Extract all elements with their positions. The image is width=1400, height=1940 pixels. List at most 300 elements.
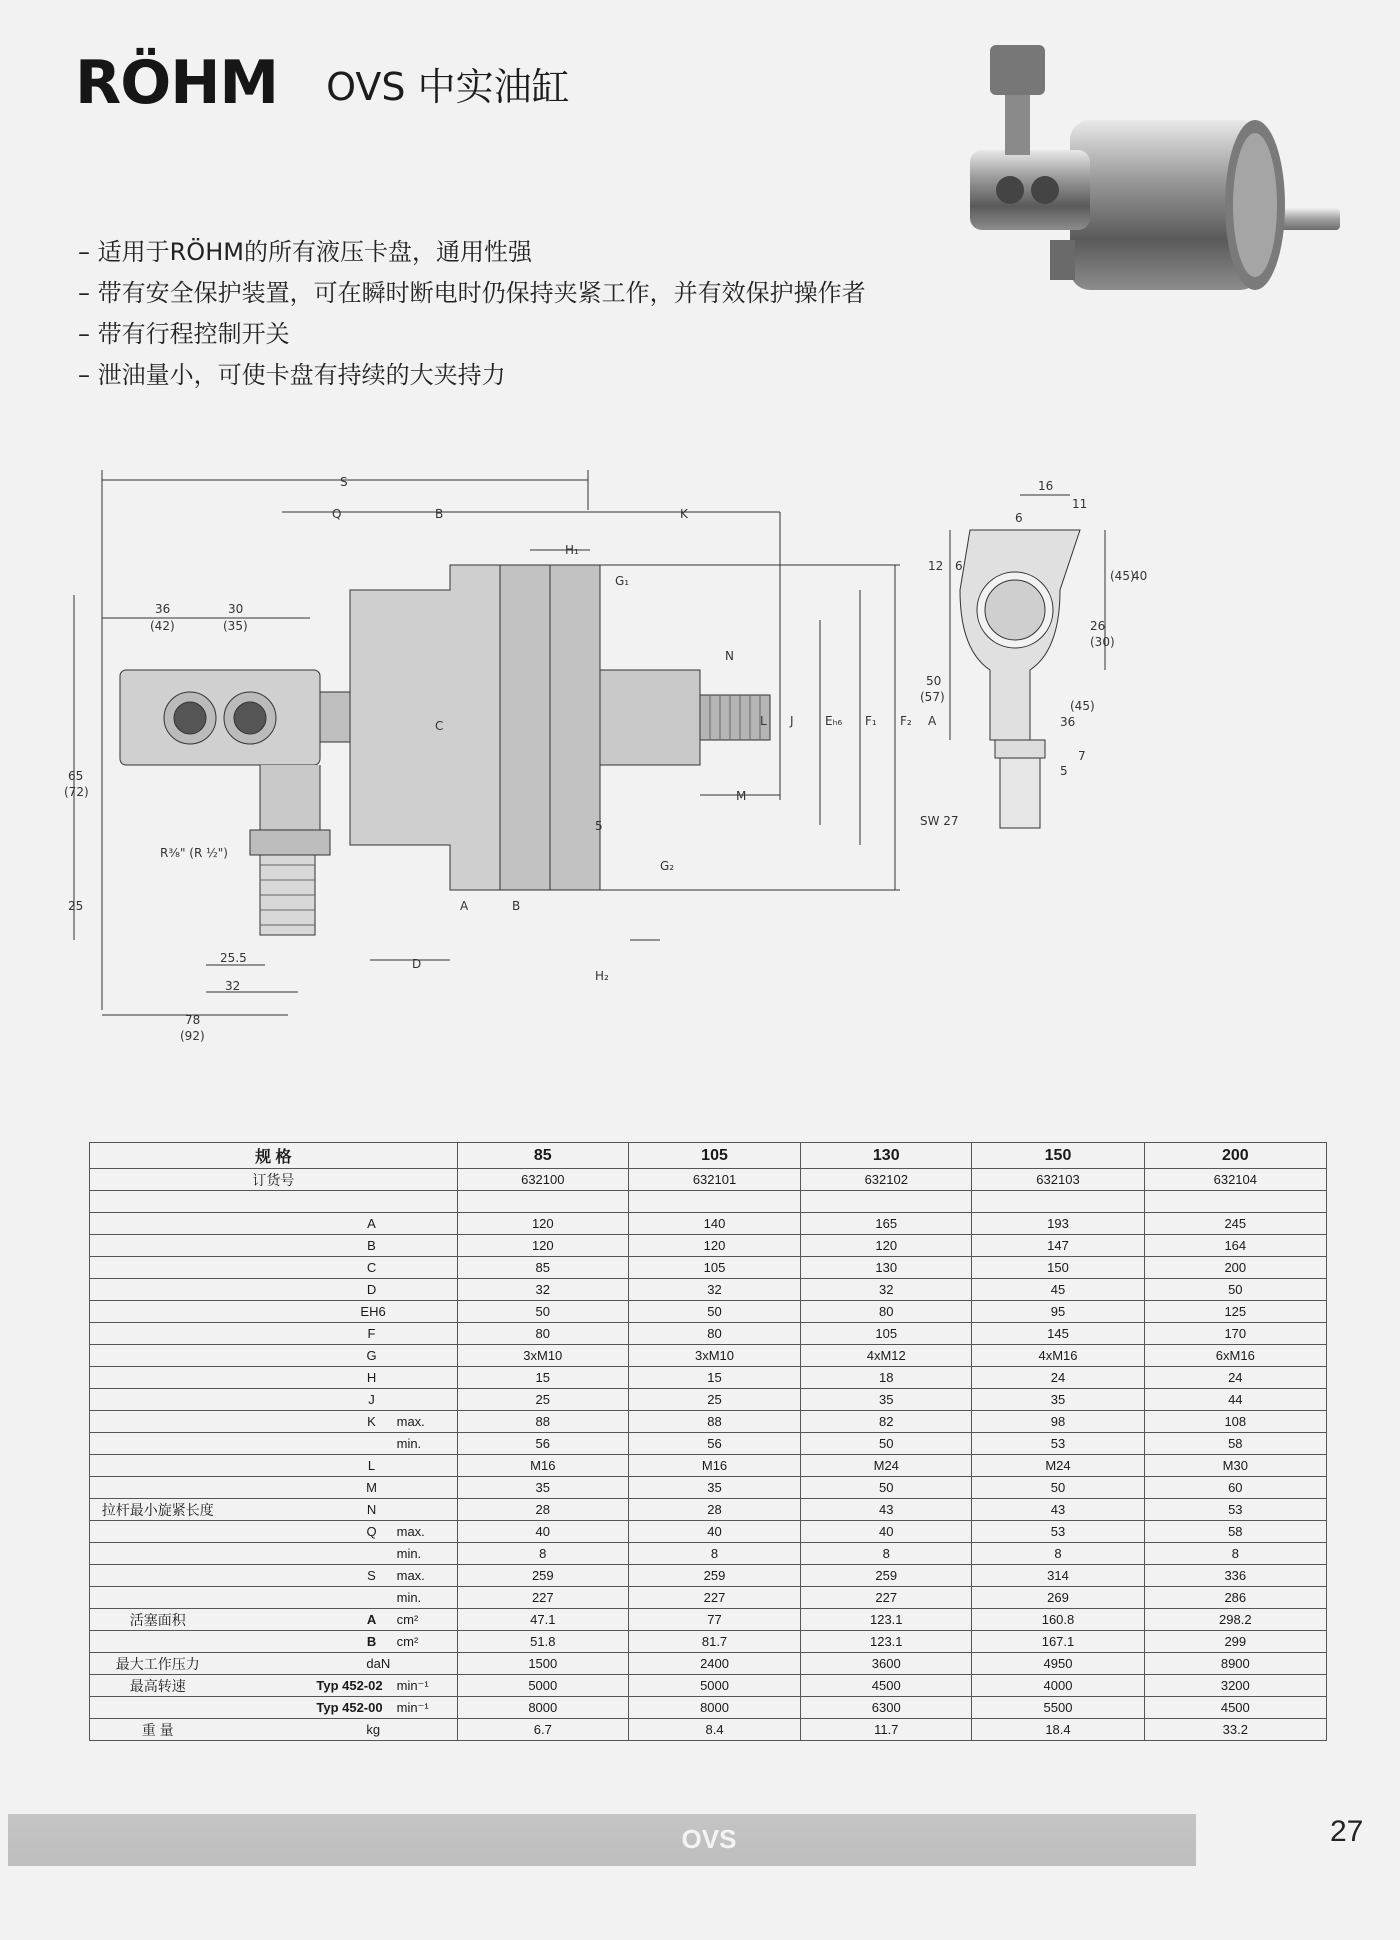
dim-label: F₁ — [865, 714, 877, 728]
value-cell: 40 — [457, 1521, 628, 1543]
blank-cell — [225, 1543, 356, 1565]
blank-cell — [225, 1719, 356, 1741]
dim-label: 30 — [228, 602, 244, 616]
value-cell: 50 — [801, 1433, 972, 1455]
dim-label: 12 — [928, 559, 944, 573]
value-cell: 35 — [801, 1389, 972, 1411]
dim-label: 50 — [926, 674, 942, 688]
value-cell: 8.4 — [628, 1719, 800, 1741]
value-cell: 150 — [972, 1257, 1144, 1279]
value-cell: 227 — [628, 1587, 800, 1609]
value-cell: 200 — [1144, 1257, 1326, 1279]
blank-cell — [225, 1477, 356, 1499]
table-row — [90, 1543, 1327, 1565]
blank-cell — [225, 1367, 356, 1389]
value-cell: 8 — [457, 1543, 628, 1565]
dim-label: 25.5 — [220, 951, 247, 965]
dimension-label — [356, 1543, 386, 1565]
blank-cell — [225, 1257, 356, 1279]
value-cell: 81.7 — [628, 1631, 800, 1653]
row-group-label — [90, 1257, 226, 1279]
value-cell: 286 — [1144, 1587, 1326, 1609]
table-row — [90, 1367, 1327, 1389]
value-cell: 15 — [628, 1367, 800, 1389]
value-cell: 298.2 — [1144, 1609, 1326, 1631]
value-cell: 259 — [801, 1565, 972, 1587]
sub-label: min. — [387, 1433, 458, 1455]
table-row — [90, 1301, 1327, 1323]
row-group-label: 活塞面积 — [90, 1609, 226, 1631]
sub-label — [387, 1301, 458, 1323]
value-cell: 8000 — [457, 1697, 628, 1719]
value-cell: 24 — [1144, 1367, 1326, 1389]
footer-label: OVS — [681, 1824, 737, 1854]
value-cell: 227 — [457, 1587, 628, 1609]
dim-label: (72) — [64, 785, 89, 799]
brand-logo: RÖHM — [75, 48, 279, 118]
blank-cell — [225, 1565, 356, 1587]
page-header — [75, 48, 570, 118]
blank-cell — [225, 1653, 356, 1675]
row-group-label — [90, 1565, 226, 1587]
row-group-label — [90, 1301, 226, 1323]
size-cell: 130 — [801, 1143, 972, 1169]
dim-label: 65 — [68, 769, 84, 783]
value-cell: 88 — [628, 1411, 800, 1433]
value-cell: 140 — [628, 1213, 800, 1235]
dimension-label: S — [356, 1565, 386, 1587]
row-group-label — [90, 1543, 226, 1565]
table-row — [90, 1499, 1327, 1521]
table-row — [90, 1697, 1327, 1719]
dimension-label: B — [356, 1235, 386, 1257]
order-cell: 632101 — [628, 1169, 800, 1191]
value-cell: 45 — [972, 1279, 1144, 1301]
table-row — [90, 1653, 1327, 1675]
dim-label: (92) — [180, 1029, 205, 1043]
value-cell: 120 — [457, 1235, 628, 1257]
value-cell: 1500 — [457, 1653, 628, 1675]
dim-label: 36 — [1060, 715, 1076, 729]
row-group-label — [90, 1323, 226, 1345]
page-title: OVS 中实油缸 — [326, 64, 570, 109]
unit-label: cm² — [387, 1631, 458, 1653]
sub-label — [387, 1279, 458, 1301]
row-group-label — [90, 1455, 226, 1477]
table-row — [90, 1323, 1327, 1345]
value-cell: 108 — [1144, 1411, 1326, 1433]
value-cell: 147 — [972, 1235, 1144, 1257]
value-cell: 2400 — [628, 1653, 800, 1675]
dimension-label: H — [356, 1367, 386, 1389]
row-group-label — [90, 1587, 226, 1609]
dim-label: 26 — [1090, 619, 1106, 633]
table-row — [90, 1587, 1327, 1609]
value-cell: 4xM16 — [972, 1345, 1144, 1367]
dimension-label: F — [356, 1323, 386, 1345]
table-row — [90, 1433, 1327, 1455]
value-cell: 15 — [457, 1367, 628, 1389]
value-cell: 80 — [628, 1323, 800, 1345]
value-cell: 4950 — [972, 1653, 1144, 1675]
type-label: Typ 452-00 — [225, 1697, 386, 1719]
value-cell: 50 — [972, 1477, 1144, 1499]
value-cell: 85 — [457, 1257, 628, 1279]
dimension-label: N — [356, 1499, 386, 1521]
value-cell: 60 — [1144, 1477, 1326, 1499]
value-cell: 25 — [457, 1389, 628, 1411]
dim-label: F₂ — [900, 714, 912, 728]
dim-label: 40 — [1132, 569, 1148, 583]
row-group-label: 重 量 — [90, 1719, 226, 1741]
dim-label: M — [736, 789, 747, 803]
sub-label: min. — [387, 1543, 458, 1565]
value-cell: 167.1 — [972, 1631, 1144, 1653]
dim-label: A — [928, 714, 937, 728]
dimension-label: K — [356, 1411, 386, 1433]
value-cell: 53 — [972, 1521, 1144, 1543]
row-group-label: 拉杆最小旋紧长度 — [90, 1499, 226, 1521]
sub-label — [387, 1455, 458, 1477]
dim-label: G₁ — [615, 574, 630, 588]
value-cell: 164 — [1144, 1235, 1326, 1257]
value-cell: 8900 — [1144, 1653, 1326, 1675]
value-cell: 98 — [972, 1411, 1144, 1433]
sub-label — [387, 1257, 458, 1279]
value-cell: 24 — [972, 1367, 1144, 1389]
table-row — [90, 1257, 1327, 1279]
dim-label: (30) — [1090, 635, 1115, 649]
value-cell: 3xM10 — [628, 1345, 800, 1367]
sub-label — [387, 1477, 458, 1499]
row-group-label — [90, 1367, 226, 1389]
value-cell: 25 — [628, 1389, 800, 1411]
dim-label: A — [460, 899, 469, 913]
value-cell: 245 — [1144, 1213, 1326, 1235]
dim-label: N — [725, 649, 734, 663]
value-cell: 8000 — [628, 1697, 800, 1719]
dim-label: B — [512, 899, 521, 913]
unit-label: min⁻¹ — [387, 1675, 458, 1697]
row-group-label — [90, 1235, 226, 1257]
dim-label: K — [680, 507, 688, 521]
row-group-label — [90, 1433, 226, 1455]
table-row — [90, 1411, 1327, 1433]
value-cell: 40 — [628, 1521, 800, 1543]
blank-cell — [225, 1499, 356, 1521]
dim-label: 16 — [1038, 479, 1054, 493]
value-cell: 4500 — [1144, 1697, 1326, 1719]
dim-label: 5 — [595, 819, 603, 833]
size-cell: 200 — [1144, 1143, 1326, 1169]
value-cell: 3200 — [1144, 1675, 1326, 1697]
value-cell: 50 — [1144, 1279, 1326, 1301]
table-row — [90, 1477, 1327, 1499]
value-cell: 35 — [628, 1477, 800, 1499]
feature-item: – 带有行程控制开关 — [78, 320, 290, 348]
value-cell: 4000 — [972, 1675, 1144, 1697]
sub-label: max. — [387, 1521, 458, 1543]
dimension-label: D — [356, 1279, 386, 1301]
value-cell: 5000 — [457, 1675, 628, 1697]
dimension-label: A — [356, 1213, 386, 1235]
size-cell: 105 — [628, 1143, 800, 1169]
size-cell: 150 — [972, 1143, 1144, 1169]
value-cell: 314 — [972, 1565, 1144, 1587]
dim-label: (42) — [150, 619, 175, 633]
value-cell: 125 — [1144, 1301, 1326, 1323]
dim-label: J — [790, 714, 794, 728]
value-cell: 123.1 — [801, 1609, 972, 1631]
value-cell: 80 — [457, 1323, 628, 1345]
value-cell: 6xM16 — [1144, 1345, 1326, 1367]
dim-label: H₁ — [565, 543, 579, 557]
value-cell: 32 — [801, 1279, 972, 1301]
dim-label: 6 — [955, 559, 963, 573]
dim-label: (45) — [1110, 569, 1135, 583]
blank-cell — [225, 1631, 356, 1653]
dimension-label: J — [356, 1389, 386, 1411]
value-cell: 50 — [457, 1301, 628, 1323]
feature-item: – 泄油量小，可使卡盘有持续的大夹持力 — [78, 361, 506, 389]
value-cell: 130 — [801, 1257, 972, 1279]
dim-label: (45) — [1070, 699, 1095, 713]
spacer-row — [90, 1191, 1327, 1213]
blank-cell — [225, 1521, 356, 1543]
value-cell: 18.4 — [972, 1719, 1144, 1741]
row-group-label — [90, 1411, 226, 1433]
table-row — [90, 1565, 1327, 1587]
dim-label: C — [435, 719, 444, 733]
value-cell: 80 — [801, 1301, 972, 1323]
unit-label: cm² — [387, 1609, 458, 1631]
value-cell: 5500 — [972, 1697, 1144, 1719]
value-cell: 53 — [1144, 1499, 1326, 1521]
dim-label: D — [412, 957, 422, 971]
row-group-label: 最高转速 — [90, 1675, 226, 1697]
value-cell: 56 — [628, 1433, 800, 1455]
table-row — [90, 1675, 1327, 1697]
dimension-label: L — [356, 1455, 386, 1477]
dim-label: (35) — [223, 619, 248, 633]
blank-cell — [225, 1411, 356, 1433]
dimension-label: A — [356, 1609, 386, 1631]
value-cell: 51.8 — [457, 1631, 628, 1653]
value-cell: 193 — [972, 1213, 1144, 1235]
value-cell: 53 — [972, 1433, 1144, 1455]
table-row — [90, 1235, 1327, 1257]
value-cell: 58 — [1144, 1433, 1326, 1455]
value-cell: 4xM12 — [801, 1345, 972, 1367]
row-group-label — [90, 1631, 226, 1653]
value-cell: 47.1 — [457, 1609, 628, 1631]
dim-label: G₂ — [660, 859, 675, 873]
dim-label: 32 — [225, 979, 241, 993]
value-cell: 105 — [628, 1257, 800, 1279]
row-group-label: 最大工作压力 — [90, 1653, 226, 1675]
value-cell: M30 — [1144, 1455, 1326, 1477]
dimension-label: Q — [356, 1521, 386, 1543]
sub-label — [387, 1235, 458, 1257]
value-cell: 8 — [972, 1543, 1144, 1565]
dim-label: (57) — [920, 690, 945, 704]
blank-cell — [225, 1455, 356, 1477]
dim-label: Q — [332, 507, 342, 521]
size-cell: 85 — [457, 1143, 628, 1169]
value-cell: 227 — [801, 1587, 972, 1609]
sub-label — [387, 1323, 458, 1345]
row-group-label — [90, 1345, 226, 1367]
dim-label: 11 — [1072, 497, 1088, 511]
unit-label: daN — [356, 1653, 457, 1675]
size-row — [90, 1143, 1327, 1169]
value-cell: 28 — [457, 1499, 628, 1521]
row-group-label — [90, 1213, 226, 1235]
dim-label: 25 — [68, 899, 84, 913]
value-cell: 4500 — [801, 1675, 972, 1697]
dimension-label: C — [356, 1257, 386, 1279]
feature-item: – 适用于RÖHM的所有液压卡盘，通用性强 — [78, 238, 532, 266]
blank-cell — [225, 1345, 356, 1367]
dim-label: L — [760, 714, 767, 728]
value-cell: 160.8 — [972, 1609, 1144, 1631]
dimension-label: M — [356, 1477, 386, 1499]
dim-label: Eₕ₆ — [825, 714, 843, 728]
table-row — [90, 1455, 1327, 1477]
blank-cell — [225, 1389, 356, 1411]
value-cell: 56 — [457, 1433, 628, 1455]
value-cell: 120 — [801, 1235, 972, 1257]
dim-label: R³⁄₈" (R ½") — [160, 846, 228, 860]
blank-cell — [225, 1587, 356, 1609]
sub-label — [387, 1499, 458, 1521]
row-group-label — [90, 1279, 226, 1301]
dim-label: B — [435, 507, 444, 521]
dim-label: 7 — [1078, 749, 1086, 763]
value-cell: 120 — [628, 1235, 800, 1257]
value-cell: 32 — [628, 1279, 800, 1301]
value-cell: 33.2 — [1144, 1719, 1326, 1741]
value-cell: 32 — [457, 1279, 628, 1301]
order-cell: 632103 — [972, 1169, 1144, 1191]
sub-label: max. — [387, 1565, 458, 1587]
order-row — [90, 1169, 1327, 1191]
row-group-label — [90, 1697, 226, 1719]
feature-list — [78, 232, 866, 396]
dim-label: S — [340, 475, 348, 489]
value-cell: 35 — [457, 1477, 628, 1499]
table-row — [90, 1719, 1327, 1741]
unit-label: kg — [356, 1719, 457, 1741]
table-row — [90, 1521, 1327, 1543]
size-label: 规 格 — [90, 1143, 458, 1169]
unit-label: min⁻¹ — [387, 1697, 458, 1719]
value-cell: 6300 — [801, 1697, 972, 1719]
dimension-label — [356, 1587, 386, 1609]
value-cell: 269 — [972, 1587, 1144, 1609]
value-cell: 3600 — [801, 1653, 972, 1675]
sub-label: min. — [387, 1587, 458, 1609]
value-cell: 3xM10 — [457, 1345, 628, 1367]
sub-label — [387, 1213, 458, 1235]
value-cell: 170 — [1144, 1323, 1326, 1345]
order-cell: 632102 — [801, 1169, 972, 1191]
feature-item: – 带有安全保护装置，可在瞬时断电时仍保持夹紧工作，并有效保护操作者 — [78, 279, 866, 307]
row-group-label — [90, 1389, 226, 1411]
dimension-label — [356, 1433, 386, 1455]
blank-cell — [225, 1433, 356, 1455]
value-cell: 50 — [628, 1301, 800, 1323]
value-cell: M16 — [628, 1455, 800, 1477]
value-cell: 44 — [1144, 1389, 1326, 1411]
value-cell: M24 — [801, 1455, 972, 1477]
blank-cell — [225, 1301, 356, 1323]
technical-drawing — [60, 470, 1370, 1060]
table-row — [90, 1389, 1327, 1411]
dim-label: 78 — [185, 1013, 201, 1027]
value-cell: M16 — [457, 1455, 628, 1477]
value-cell: 35 — [972, 1389, 1144, 1411]
sub-label — [387, 1345, 458, 1367]
value-cell: 77 — [628, 1609, 800, 1631]
order-cell: 632104 — [1144, 1169, 1326, 1191]
dim-label: 6 — [1015, 511, 1023, 525]
dim-label: H₂ — [595, 969, 609, 983]
table-row — [90, 1213, 1327, 1235]
value-cell: 120 — [457, 1213, 628, 1235]
blank-cell — [225, 1235, 356, 1257]
value-cell: 8 — [1144, 1543, 1326, 1565]
table-row — [90, 1609, 1327, 1631]
type-label: Typ 452-02 — [225, 1675, 386, 1697]
dimension-label: G — [356, 1345, 386, 1367]
spec-table — [89, 1142, 1327, 1741]
blank-cell — [225, 1609, 356, 1631]
value-cell: 43 — [801, 1499, 972, 1521]
sub-label — [387, 1367, 458, 1389]
value-cell: 145 — [972, 1323, 1144, 1345]
value-cell: 105 — [801, 1323, 972, 1345]
value-cell: 82 — [801, 1411, 972, 1433]
table-row — [90, 1631, 1327, 1653]
value-cell: 8 — [801, 1543, 972, 1565]
value-cell: 8 — [628, 1543, 800, 1565]
value-cell: 88 — [457, 1411, 628, 1433]
blank-cell — [225, 1323, 356, 1345]
blank-cell — [225, 1279, 356, 1301]
value-cell: 299 — [1144, 1631, 1326, 1653]
value-cell: 43 — [972, 1499, 1144, 1521]
order-label: 订货号 — [90, 1169, 458, 1191]
order-cell: 632100 — [457, 1169, 628, 1191]
value-cell: 18 — [801, 1367, 972, 1389]
value-cell: 165 — [801, 1213, 972, 1235]
dim-label: 5 — [1060, 764, 1068, 778]
value-cell: 259 — [628, 1565, 800, 1587]
row-group-label — [90, 1521, 226, 1543]
value-cell: 40 — [801, 1521, 972, 1543]
value-cell: 5000 — [628, 1675, 800, 1697]
dimension-label: EH6 — [356, 1301, 386, 1323]
blank-cell — [225, 1213, 356, 1235]
value-cell: 11.7 — [801, 1719, 972, 1741]
value-cell: 259 — [457, 1565, 628, 1587]
dimension-label: B — [356, 1631, 386, 1653]
sub-label — [387, 1389, 458, 1411]
row-group-label — [90, 1477, 226, 1499]
value-cell: 336 — [1144, 1565, 1326, 1587]
value-cell: 50 — [801, 1477, 972, 1499]
